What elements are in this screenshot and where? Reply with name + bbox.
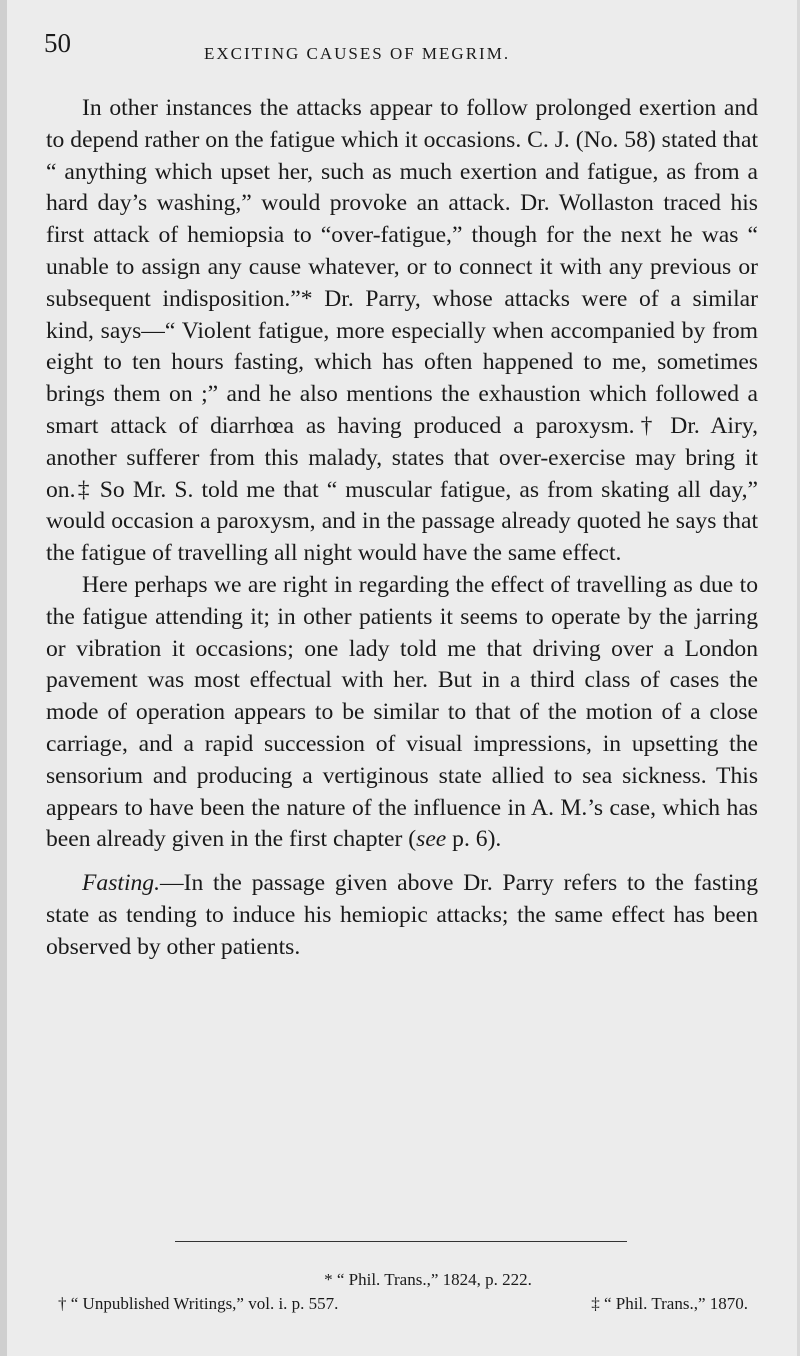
fasting-heading: Fasting. [82,870,160,897]
page-header [44,28,756,68]
footnote-3: ‡ “ Phil. Trans.,” 1870. [591,1294,748,1313]
footnote-row [58,1292,758,1316]
paragraph-2-italic: see [416,826,447,853]
paragraph-1: In other instances the attacks appear to follow prolonged exertion and to depend rather on the fatigue which it occasions. C. J. (No. 58) stated that “ anything which upset her, such as much exertion and fatigue, as from a hard day’s washing,” would provoke an attack. Dr. Wollaston traced his first attack of hemiopsia to “over-fatigue,” though for the next he was “ unable to assign any cause whatever, or to connect it with any previous or subsequent indisposition.”* Dr. Parry, whose attacks were of a similar kind, says—“ Violent fatigue, more especially when accompanied by from eight to ten hours fasting, which has often happened to me, sometimes brings them on ;” and he also mentions the exhaustion which followed a smart attack of diarrhœa as having produced a paroxysm.† Dr. Airy, another sufferer from this malady, states that over-exercise may bring it on.‡ So Mr. S. told me that “ muscular fatigue, as from skating all day,” would occasion a paroxysm, and in the passage already quoted he says that the fatigue of travelling all night would have the same effect. [46,95,758,567]
footnote-rule [175,1241,627,1242]
footnotes [58,1268,758,1316]
paragraph-2 [46,570,758,856]
paragraph-3 [46,868,758,963]
page-number: 50 [44,28,71,58]
paragraph-3-text: —In the passage given above Dr. Parry refers to the fasting state as tending to induce his hemiopic attacks; the same effect has been observed by other patients. [46,870,758,960]
paragraph-2-end: p. 6). [446,826,502,853]
page-edge-shadow [0,0,7,1356]
footnote-1: * “ Phil. Trans.,” 1824, p. 222. [324,1270,532,1289]
footnote-2: † “ Unpublished Writings,” vol. i. p. 557. [58,1294,339,1313]
running-title: EXCITING CAUSES OF MEGRIM. [204,44,511,63]
paragraph-2-text: Here perhaps we are right in regarding the effect of travelling as due to the fatigue attending it; in other patients it seems to operate by the jarring or vibration it occasions; one lady told me that driving over a London pavement was most effectual with her. But in a third class of cases the mode of operation appears to be similar to that of the motion of a close carriage, and a rapid succession of visual impressions, in upsetting the sensorium and producing a vertiginous state allied to sea sickness. This appears to have been the nature of the influence in A. M.’s case, which has been already given in the first chapter ( [46,571,758,853]
body-text [46,93,758,964]
